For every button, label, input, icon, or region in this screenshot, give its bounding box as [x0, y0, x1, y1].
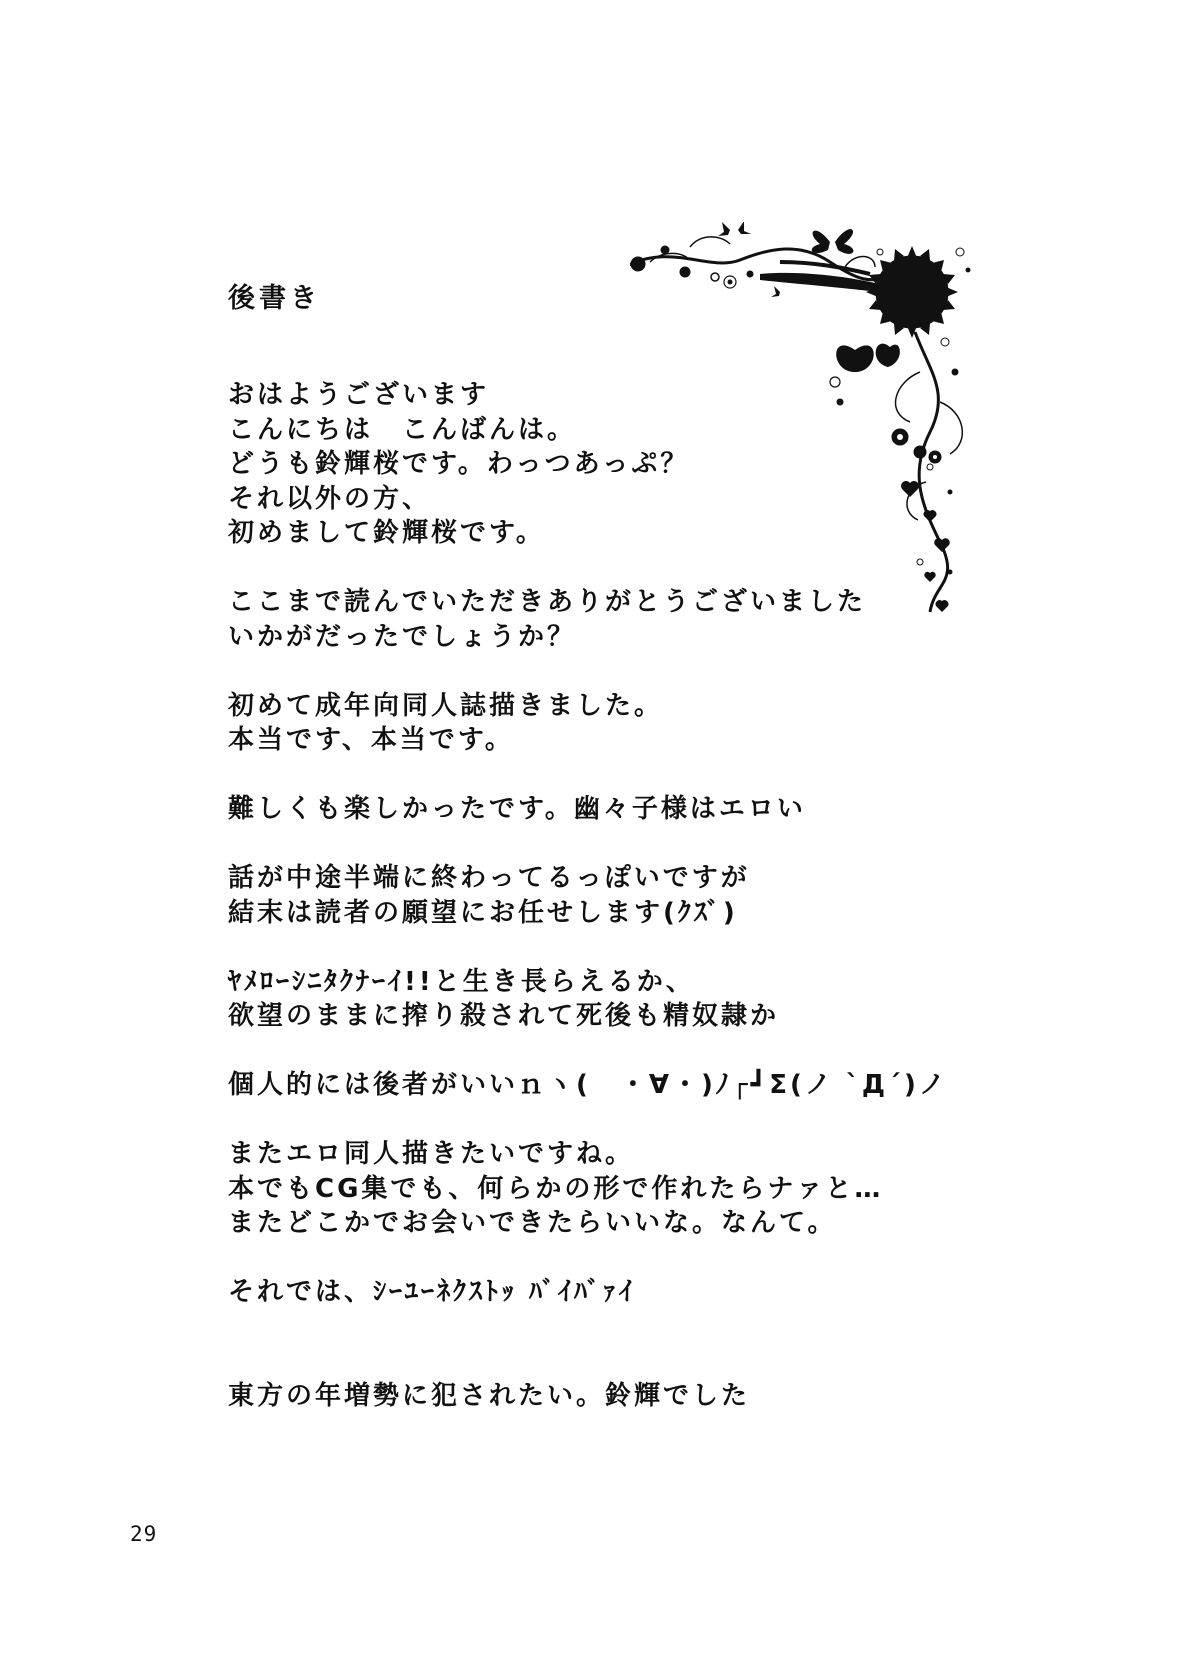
text-line: ここまで読んでいただきありがとうございました — [228, 587, 867, 617]
page-number: 29 — [130, 1522, 158, 1546]
text-line: それ以外の方、 — [228, 483, 432, 514]
signature-line: 東方の年増勢に犯されたい。鈴輝でした — [228, 1380, 751, 1411]
blank-line — [228, 930, 1028, 965]
page-heading: 後書き — [228, 283, 321, 314]
text-line: 難しくも楽しかったです。幽々子様はエロい — [228, 794, 806, 824]
text-line: 本当です、本当です。 — [228, 725, 514, 755]
blank-line — [228, 758, 1028, 793]
afterword-body — [228, 378, 1028, 1413]
text-line: 初めて成年向同人誌描きました。 — [228, 690, 664, 721]
text-line: 本でもCG集でも、何らかの形で作れたらナァと… — [228, 1173, 884, 1204]
blank-line — [228, 654, 1028, 689]
blank-line — [228, 551, 1028, 586]
blank-line — [228, 1241, 1028, 1276]
text-line: 結末は読者の願望にお任せします(ｸｽﾞ) — [228, 897, 738, 928]
text-line: 話が中途半端に終わってるっぽいですが — [228, 863, 750, 893]
blank-line — [228, 827, 1028, 862]
text-line: ﾔﾒﾛｰｼﾆﾀｸﾅｰｲ!!と生き長らえるか、 — [228, 966, 695, 997]
text-line: いかがだったでしょうか？ — [228, 621, 577, 652]
text-line: 欲望のままに搾り殺されて死後も精奴隷か — [228, 1001, 780, 1031]
text-line: おはようございます — [228, 380, 490, 410]
text-line: こんにちは こんばんは。 — [228, 414, 577, 445]
blank-line — [228, 1310, 1028, 1379]
text-line: またどこかでお会いできたらいいな。なんて。 — [228, 1208, 837, 1238]
text-line: どうも鈴輝桜です。わっつあっぷ？ — [228, 449, 690, 479]
blank-line — [228, 1103, 1028, 1138]
text-line: またエロ同人描きたいですね。 — [228, 1139, 635, 1169]
text-line: 個人的には後者がいいｎヽ( ・∀・)ﾉ┌┛Σ(ノ `Д´)ノ — [228, 1070, 948, 1100]
blank-line — [228, 1034, 1028, 1069]
text-line: 初めまして鈴輝桜です。 — [228, 518, 545, 548]
text-line: それでは、ｼｰﾕｰﾈｸｽﾄｯ ﾊﾞｲﾊﾞｧｲ — [228, 1277, 636, 1307]
